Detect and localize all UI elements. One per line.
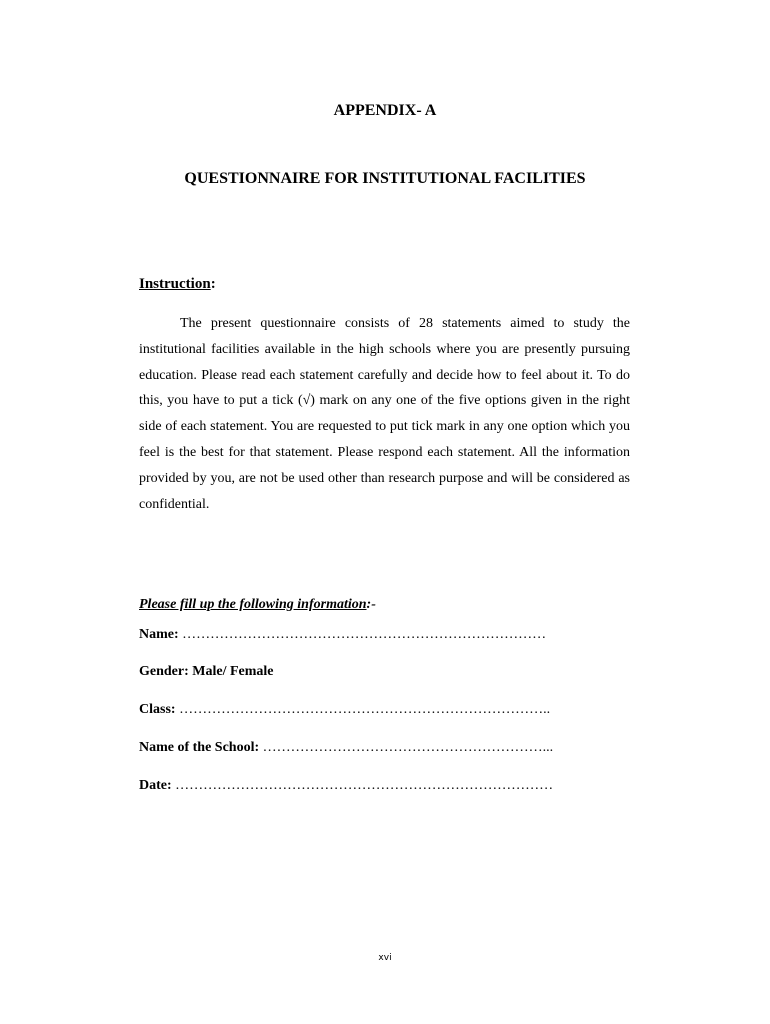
page-number: xvi bbox=[378, 953, 392, 963]
instruction-paragraph: The present questionnaire consists of 28 statements aimed to study the institutional facilities available in the high schools where you are presently pursuing education. Please read each statement carefully and decide how to feel about it. To do this, you have to put a tick (√) mark on any one of the five options given in the right side of each statement. You are requested to put tick mark in any one option which you feel is the best for that statement. Please respond each statement. All the information provided by you, are not be used other than research purpose and will be considered as confidential. bbox=[139, 316, 630, 512]
info-heading-text: Please fill up the following information bbox=[139, 597, 367, 612]
appendix-title: APPENDIX- A bbox=[333, 102, 437, 119]
date-dots: ……………………………………………………………………… bbox=[171, 778, 554, 793]
class-field[interactable] bbox=[139, 702, 550, 718]
date-field[interactable] bbox=[139, 778, 553, 794]
info-heading bbox=[139, 597, 376, 613]
name-dots: …………………………………………………………………… bbox=[178, 627, 547, 642]
instruction-label: Instruction bbox=[139, 276, 211, 292]
school-label: Name of the School: bbox=[139, 740, 260, 755]
instruction-colon: : bbox=[210, 276, 216, 292]
name-label: Name: bbox=[139, 627, 179, 642]
name-field[interactable] bbox=[139, 627, 546, 643]
questionnaire-title: QUESTIONNAIRE FOR INSTITUTIONAL FACILITIES bbox=[184, 170, 586, 187]
gender-field[interactable]: Gender: Male/ Female bbox=[139, 664, 274, 679]
class-label: Class: bbox=[139, 702, 176, 717]
school-dots: ……………………………………………………... bbox=[259, 740, 554, 755]
info-heading-suffix: :- bbox=[366, 597, 376, 612]
date-label: Date: bbox=[139, 778, 172, 793]
school-field[interactable] bbox=[139, 740, 553, 756]
instruction-heading bbox=[139, 276, 216, 293]
class-dots: …………………………………………………………………….. bbox=[175, 702, 551, 717]
